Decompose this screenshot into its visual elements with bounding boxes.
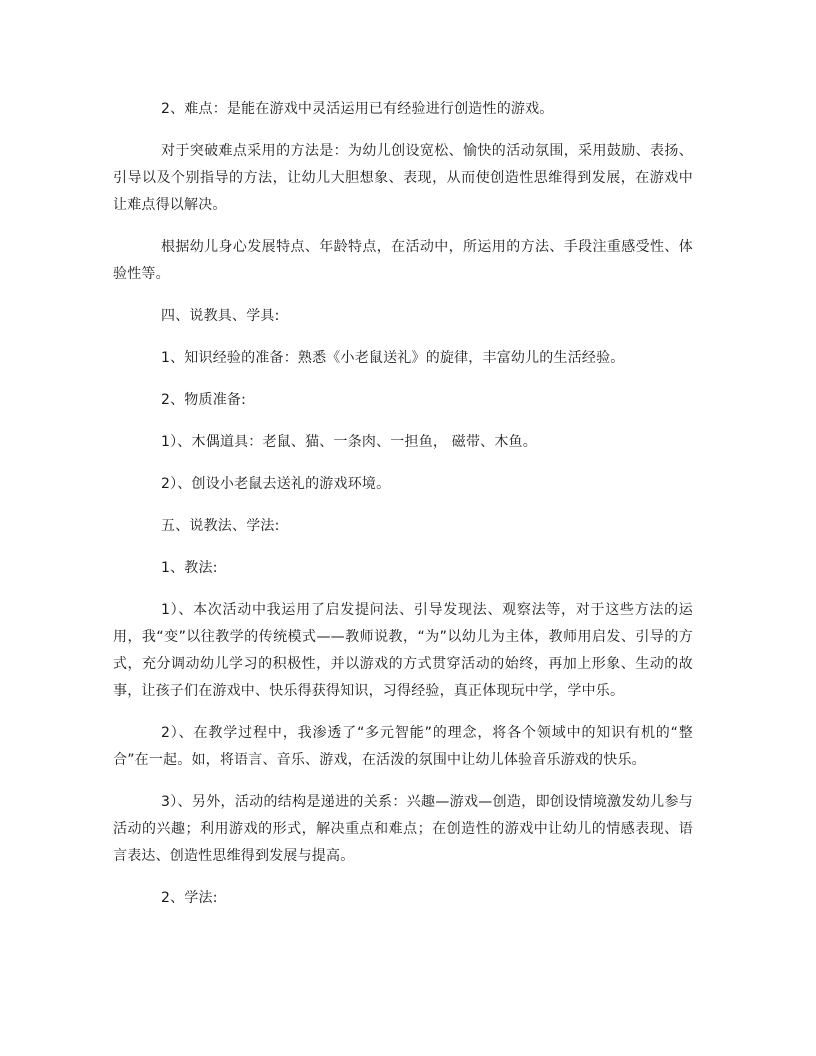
heading-learning-method: 2、学法:	[161, 890, 218, 906]
document-body	[113, 96, 693, 912]
paragraph-characteristics: 根据幼儿身心发展特点、年龄特点，在活动中，所运用的方法、手段注重感受性、体验性等。	[113, 239, 693, 282]
paragraph-teaching-method-2: 2）、在教学过程中，我渗透了“多元智能”的理念，将各个领域中的知识有机的“整合”在一起。如，将语言、音乐、游戏，在活泼的氛围中让幼儿体验音乐游戏的快乐。	[113, 725, 693, 768]
paragraph-knowledge-prep: 1、知识经验的准备：熟悉《小老鼠送礼》的旋律，丰富幼儿的生活经验。	[161, 350, 625, 366]
paragraph-material-prep: 2、物质准备:	[161, 392, 247, 408]
paragraph-difficulty: 2、难点：是能在游戏中灵活运用已有经验进行创造性的游戏。	[161, 101, 554, 117]
paragraph-teaching-method-1: 1）、本次活动中我运用了启发提问法、引导发现法、观察法等，对于这些方法的运用，我“变”以往教学的传统模式——教师说教，“为”以幼儿为主体，教师用启发、引导的方式，充分调动幼儿学习的积极性，并以游戏的方式贯穿活动的始终，再加上形象、生动的故事，让孩子们在游戏中、快乐得获得知识，习得经验，真正体现玩中学，学中乐。	[113, 602, 693, 699]
heading-teaching-aids: 四、说教具、学具:	[161, 308, 280, 324]
heading-methods: 五、说教法、学法:	[161, 518, 280, 534]
paragraph-difficulty-method: 对于突破难点采用的方法是：为幼儿创设宽松、愉快的活动氛围，采用鼓励、表扬、引导以及个别指导的方法，让幼儿大胆想象、表现，从而使创造性思维得到发展，在游戏中让难点得以解决。	[113, 143, 693, 213]
paragraph-game-environment: 2）、创设小老鼠去送礼的游戏环境。	[161, 476, 391, 492]
heading-teaching-method: 1、教法:	[161, 560, 218, 576]
paragraph-teaching-method-3: 3）、另外，活动的结构是递进的关系：兴趣—游戏—创造，即创设情境激发幼儿参与活动的兴趣；利用游戏的形式，解决重点和难点；在创造性的游戏中让幼儿的情感表现、语言表达、创造性思维得到发展与提高。	[113, 794, 693, 864]
paragraph-puppet-props: 1）、木偶道具：老鼠、猫、一条肉、一担鱼， 磁带、木鱼。	[161, 434, 537, 450]
